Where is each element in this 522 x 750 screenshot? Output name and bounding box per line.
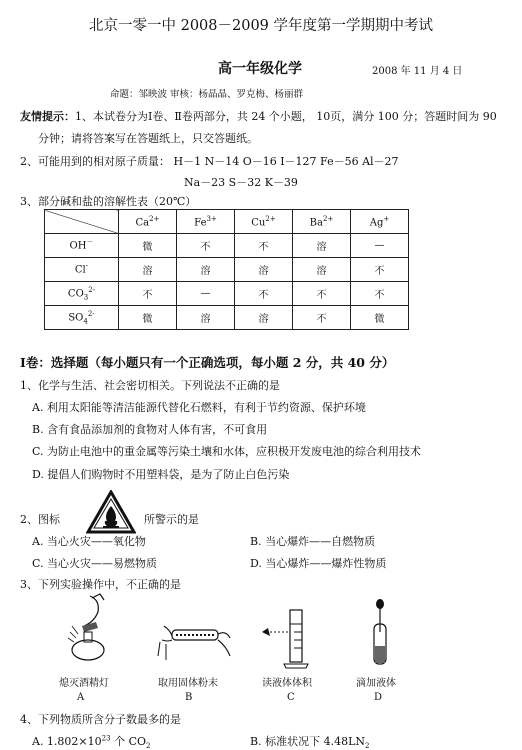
table-cell: 溶 [293,258,351,282]
fig-b-caption: 取用固体粉末 [158,678,218,689]
table-row [45,282,409,306]
notice-line2: 分钟；请将答案写在答题纸上，只交答题纸。 [38,132,258,145]
table-cell: 不 [351,282,409,306]
q4-option-b: B. 标准状况下 $4.48LN_2$ [250,735,370,750]
q2-option-a: A. 当心火灾——氧化物 [32,535,146,548]
solid-powder-figure [156,612,234,666]
table-row-header: $CO_3^{2-}$ [45,282,119,306]
table-cell: 不 [119,282,177,306]
fig-d-letter: D [374,692,383,703]
table-cell: 微 [119,306,177,330]
table-col-header: $Ca^{2+}$ [119,210,177,234]
fig-c-caption: 读液体体积 [262,678,312,689]
q2-option-d: D. 当心爆炸——爆炸性物质 [250,557,387,570]
table-col-header: $Fe^{3+}$ [177,210,235,234]
table-cell: 溶 [235,306,293,330]
notice-text1: 1、本试卷分为Ⅰ卷、Ⅱ卷两部分，共 24 个小题， 10页，满分 100 分；答题时间为 90 [75,110,497,123]
table-col-header: $Ba^{2+}$ [293,210,351,234]
solubility-table [44,209,409,330]
table-cell: 溶 [119,258,177,282]
table-cell: — [177,282,235,306]
table-row [45,306,409,330]
q1-option-a: A. 利用太阳能等清洁能源代替化石燃料，有利于节约资源、保护环境 [32,401,366,414]
measuring-cylinder-figure [258,604,320,670]
table-corner-cell [45,210,119,234]
table-cell: 溶 [235,258,293,282]
alcohol-lamp-figure [60,592,120,670]
table-row-header: Cl- [45,258,119,282]
fig-c-letter: C [287,692,295,703]
dropper-figure [362,598,398,672]
table-header-row [45,210,409,234]
q3-stem: 3、下列实验操作中，不正确的是 [20,578,181,591]
fig-a-letter: A [77,692,85,703]
table-cell: 不 [235,234,293,258]
table-cell: 溶 [177,306,235,330]
atomic-mass-line2: Na－23 S－32 K－39 [184,176,298,189]
q1-option-b: B. 含有食品添加剂的食物对人体有害，不可食用 [32,423,268,436]
table-col-header: Ag+ [351,210,409,234]
q2-stem-pre: 2、图标 [20,513,60,526]
q1-stem: 1、化学与生活、社会密切相关。下列说法不正确的是 [20,379,280,392]
table-col-header: $Cu^{2+}$ [235,210,293,234]
fig-b-letter: B [185,692,193,703]
atomic-mass-line1: 2、可能用到的相对原子质量： H－1 N－14 O－16 I－127 Fe－56 Al－27 [20,155,399,168]
q2-option-c: C. 当心火灾——易燃物质 [32,557,158,570]
exam-date: 2008 年 11 月 4 日 [372,66,463,77]
table-cell: 不 [293,282,351,306]
solubility-table-label: 3、部分碱和盐的溶解性表（20℃） [20,195,197,208]
notice-line1 [20,108,497,124]
table-cell: 不 [293,306,351,330]
notice-label: 友情提示： [20,110,75,123]
table-row-header: OH－ [45,234,119,258]
table-cell: — [351,234,409,258]
table-row-header: $SO_4^{2-}$ [45,306,119,330]
table-cell: 不 [177,234,235,258]
fig-a-caption: 熄灭酒精灯 [59,678,109,689]
q4-option-a: A. $1.802\times 10^{23}$ 个 $CO_2$ [32,734,151,750]
table-cell: 微 [351,306,409,330]
table-cell: 微 [119,234,177,258]
table-row [45,258,409,282]
table-cell: 不 [351,258,409,282]
table-cell: 溶 [177,258,235,282]
q1-option-d: D. 提倡人们购物时不用塑料袋，是为了防止白色污染 [32,468,290,481]
exam-title: 北京一零一中 2008－2009 学年度第一学期期中考试 [88,18,434,34]
table-row [45,234,409,258]
exam-staff: 命题：邹映波 审核：杨晶晶、罗克梅、杨丽群 [110,89,304,100]
table-cell: 溶 [293,234,351,258]
exam-subtitle: 高一年级化学 [218,61,302,77]
table-cell: 不 [235,282,293,306]
q4-stem: 4、下列物质所含分子数最多的是 [20,713,181,726]
q1-option-c: C. 为防止电池中的重金属等污染土壤和水体，应积极开发废电池的综合利用技术 [32,445,422,458]
q2-option-b: B. 当心爆炸——自燃物质 [250,535,376,548]
fig-d-caption: 滴加液体 [356,678,396,689]
flammable-warning-icon [86,490,136,534]
q2-stem-post: 所警示的是 [144,513,199,526]
section-title: Ⅰ卷：选择题（每小题只有一个正确选项，每小题 2 分，共 40 分） [20,355,395,370]
